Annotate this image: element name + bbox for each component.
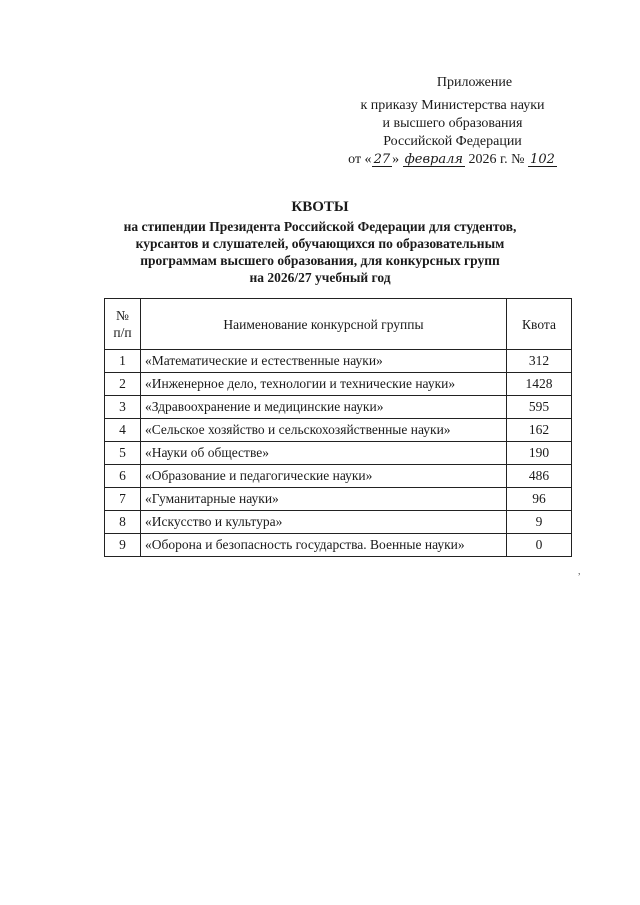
table-row (105, 396, 572, 419)
heading-line-4: на 2026/27 учебный год (249, 270, 391, 285)
table-row (105, 419, 572, 442)
appendix-ministry-line: и высшего образования (382, 116, 523, 131)
heading-line-1: на стипендии Президента Российской Федерации для студентов, (123, 219, 517, 234)
row-group-name: «Науки об обществе» (141, 442, 507, 465)
heading-line-2: курсантов и слушателей, обучающихся по образовательным (135, 236, 505, 251)
table-row (105, 442, 572, 465)
row-group-name: «Математические и естественные науки» (141, 350, 507, 373)
row-number: 3 (105, 396, 141, 419)
row-group-name: «Искусство и культура» (141, 511, 507, 534)
row-number: 5 (105, 442, 141, 465)
handwritten-day: 27 (373, 152, 391, 167)
date-close-quote: » (392, 152, 400, 167)
header-quota: Квота (507, 299, 572, 350)
row-number: 1 (105, 350, 141, 373)
table-row (105, 488, 572, 511)
appendix-order-line: к приказу Министерства науки (360, 98, 545, 113)
row-quota: 96 (507, 488, 572, 511)
row-quota: 162 (507, 419, 572, 442)
row-quota: 595 (507, 396, 572, 419)
appendix-date-line (330, 151, 575, 169)
row-quota: 486 (507, 465, 572, 488)
table-header-row (105, 299, 572, 350)
row-group-name: «Гуманитарные науки» (141, 488, 507, 511)
handwritten-month: февраля (404, 152, 464, 167)
row-number: 2 (105, 373, 141, 396)
quota-table (104, 298, 572, 557)
row-number: 4 (105, 419, 141, 442)
appendix-federation-line: Российской Федерации (383, 134, 522, 149)
row-group-name: «Сельское хозяйство и сельскохозяйственные науки» (141, 419, 507, 442)
table-row (105, 465, 572, 488)
date-year: 2026 г. № (468, 152, 525, 167)
row-number: 9 (105, 534, 141, 557)
row-quota: 312 (507, 350, 572, 373)
heading-line-3: программам высшего образования, для конкурсных групп (140, 253, 500, 268)
appendix-title: Приложение (436, 75, 513, 90)
header-number-sign: № (116, 308, 129, 323)
header-number-label: п/п (113, 325, 132, 340)
header-group-name: Наименование конкурсной группы (141, 299, 507, 350)
scan-mark: , (578, 566, 581, 577)
row-number: 7 (105, 488, 141, 511)
table-row (105, 511, 572, 534)
document-heading (100, 199, 540, 286)
handwritten-order-number: 102 (530, 152, 555, 167)
date-prefix: от « (348, 152, 372, 167)
row-quota: 190 (507, 442, 572, 465)
header-number (105, 299, 141, 350)
row-number: 8 (105, 511, 141, 534)
heading-title: КВОТЫ (291, 199, 349, 215)
row-group-name: «Здравоохранение и медицинские науки» (141, 396, 507, 419)
appendix-block (330, 74, 575, 169)
row-group-name: «Образование и педагогические науки» (141, 465, 507, 488)
row-group-name: «Оборона и безопасность государства. Военные науки» (141, 534, 507, 557)
row-number: 6 (105, 465, 141, 488)
row-quota: 9 (507, 511, 572, 534)
table-row (105, 373, 572, 396)
table-row (105, 350, 572, 373)
row-quota: 0 (507, 534, 572, 557)
row-quota: 1428 (507, 373, 572, 396)
row-group-name: «Инженерное дело, технологии и технические науки» (141, 373, 507, 396)
table-row (105, 534, 572, 557)
